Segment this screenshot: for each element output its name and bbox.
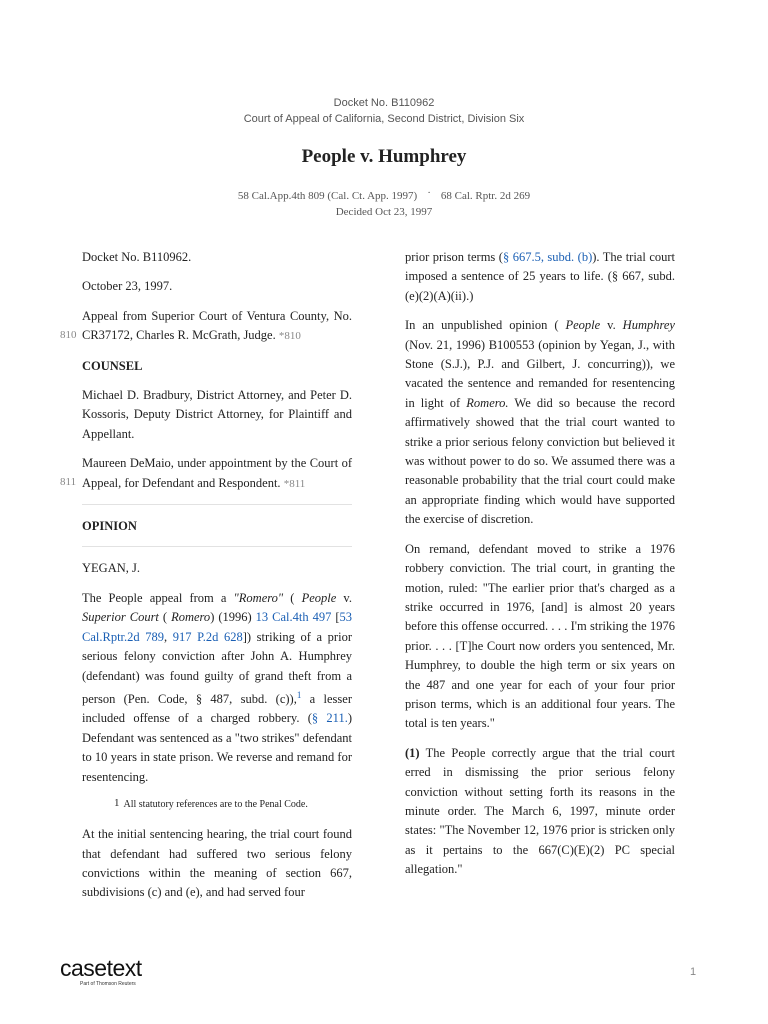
logo-wordmark: casetext xyxy=(60,955,142,981)
citation-line xyxy=(0,187,768,202)
text-run: a lesser included offense of a charged robbery. ( xyxy=(82,692,352,726)
text-run: The People appeal from a xyxy=(82,590,234,605)
logo-tagline: Part of Thomson Reuters xyxy=(80,981,136,987)
text-run: v. xyxy=(336,590,352,605)
page-gutter-810: 810 xyxy=(60,328,77,341)
text-run: ( xyxy=(158,610,172,625)
casetext-logo[interactable] xyxy=(60,955,142,987)
counsel-plaintiff: Michael D. Bradbury, District Attorney, and Peter D. Kossoris, Deputy District Attorney, for Plaintiff and Appellant. xyxy=(82,388,352,441)
case-name: People xyxy=(565,318,601,333)
citation-link[interactable]: 53 Cal.Rptr.2d 789 xyxy=(82,610,352,644)
citation-official: 58 Cal.App.4th 809 (Cal. Ct. App. 1997) xyxy=(237,190,418,202)
counsel-defendant-paragraph xyxy=(60,454,352,494)
case-name: Superior Court xyxy=(82,610,159,625)
footnote-text: All statutory references are to the Penal Code. xyxy=(123,799,308,811)
text-run: The People correctly argue that the trial court erred in dismissing the prior serious felony conviction without setting forth its reasons in the minute order. The March 6, 1997, minute order states: "The November 12, 1976 prior is stricken only as it pertains to the 667(C)(E)(2) PC special allegation." xyxy=(405,745,675,877)
page-number: 1 xyxy=(690,966,697,978)
text-run: ]) striking of a prior serious felony conviction after John A. Humphrey (defendant) was found guilty of grand theft from a person (Pen. Code, § 487, subd. (c)), xyxy=(82,629,352,707)
text-run: (Nov. 21, 1996) B100553 (opinion by Yegan, J., with Stone (S.J.), P.J. and Gilbert, J. concurring)), we vacated the sentence and remanded for resentencing in light of xyxy=(405,337,675,410)
text-run: [ xyxy=(331,610,340,625)
appeal-paragraph xyxy=(60,307,352,347)
case-name: Humphrey xyxy=(622,318,675,333)
text-run: prior prison terms ( xyxy=(405,250,503,264)
date-paragraph: October 23, 1997. xyxy=(82,279,173,294)
appeal-text: Appeal from Superior Court of Ventura County, No. CR37172, Charles R. McGrath, Judge. xyxy=(82,308,352,343)
text-run: ) (1996) xyxy=(210,610,256,625)
opinion-paragraph-5: On remand, defendant moved to strike a 1976 robbery conviction. The trial court, in granting the motion, ruled: "The earlier prior that's charged as a strike occurred in 1976, [and] is almost 20 years before this offense occurred. . . . I'm striking the 1976 prior. . . . [T]he Court now orders you sentenced, Mr. Humphrey, to double the high term or six years on the 487 and one year for each of your four prior prison terms, which is an additional four years. The total is ten years." xyxy=(405,541,675,731)
case-title: People v. Humphrey xyxy=(301,146,467,167)
opinion-paragraph-4 xyxy=(405,316,675,529)
opinion-paragraph-3 xyxy=(405,248,675,306)
text-run: ) Defendant was sentenced as a "two strikes" defendant to 10 years in state prison. We reverse and remand for resentencing. xyxy=(82,711,352,784)
citation-link[interactable]: 917 P.2d 628 xyxy=(172,629,243,644)
text-run: ( xyxy=(283,590,302,605)
docket-number: Docket No. B110962 xyxy=(333,97,435,109)
decided-date: Decided Oct 23, 1997 xyxy=(335,206,433,218)
docket-paragraph: Docket No. B110962. xyxy=(82,250,192,264)
opinion-paragraph-1 xyxy=(82,589,352,787)
court-name: Court of Appeal of California, Second District, Division Six xyxy=(243,113,525,125)
footnote xyxy=(114,797,352,813)
citation-link[interactable]: 13 Cal.4th 497 xyxy=(255,610,332,625)
divider xyxy=(82,546,352,547)
statute-link[interactable]: § 211. xyxy=(311,711,348,726)
footnote-number: 1 xyxy=(114,797,120,810)
opinion-paragraph-6 xyxy=(405,744,675,880)
page-gutter-811: 811 xyxy=(60,476,77,489)
opinion-paragraph-2: At the initial sentencing hearing, the trial court found that defendant had suffered two serious felony convictions within the meaning of section 667, subdivisions (c) and (e), and had served four xyxy=(82,827,352,900)
opinion-heading: OPINION xyxy=(82,519,137,534)
case-name: "Romero" xyxy=(233,590,284,605)
left-column xyxy=(60,248,352,913)
citation-reporter: 68 Cal. Rptr. 2d 269 xyxy=(440,190,531,202)
case-name: Romero xyxy=(171,610,211,625)
page-pin-811[interactable]: *811 xyxy=(283,477,306,490)
right-column xyxy=(405,248,675,890)
author-line: YEGAN, J. xyxy=(82,561,140,576)
text-run: In an unpublished opinion ( xyxy=(405,318,566,333)
text-run: v. xyxy=(600,318,623,333)
counsel-defendant: Maureen DeMaio, under appointment by the Court of Appeal, for Defendant and Respondent. xyxy=(82,456,352,490)
text-run: , xyxy=(164,629,173,644)
case-name: Romero. xyxy=(466,395,509,410)
statute-link[interactable]: § 667.5, subd. (b) xyxy=(502,250,593,264)
text-run: ). The trial court imposed a sentence of 25 years to life. (§ 667, subd. (e)(2)(A)(ii).) xyxy=(405,250,676,303)
counsel-heading: COUNSEL xyxy=(82,358,143,373)
case-name: People xyxy=(301,590,337,605)
divider xyxy=(82,504,352,505)
footnote-ref[interactable]: 1 xyxy=(296,689,302,700)
page-pin-810[interactable]: *810 xyxy=(278,330,301,343)
text-run: We did so because the record affirmatively showed that the trial court wanted to strike a prior serious felony conviction but believed it was without power to do so. We assumed there was a reasonable probability that the trial court could make an appropriate finding which would have supported the exercise of discretion. xyxy=(405,395,675,527)
citation-separator: · xyxy=(427,187,431,199)
headnote-number: (1) xyxy=(405,745,420,760)
